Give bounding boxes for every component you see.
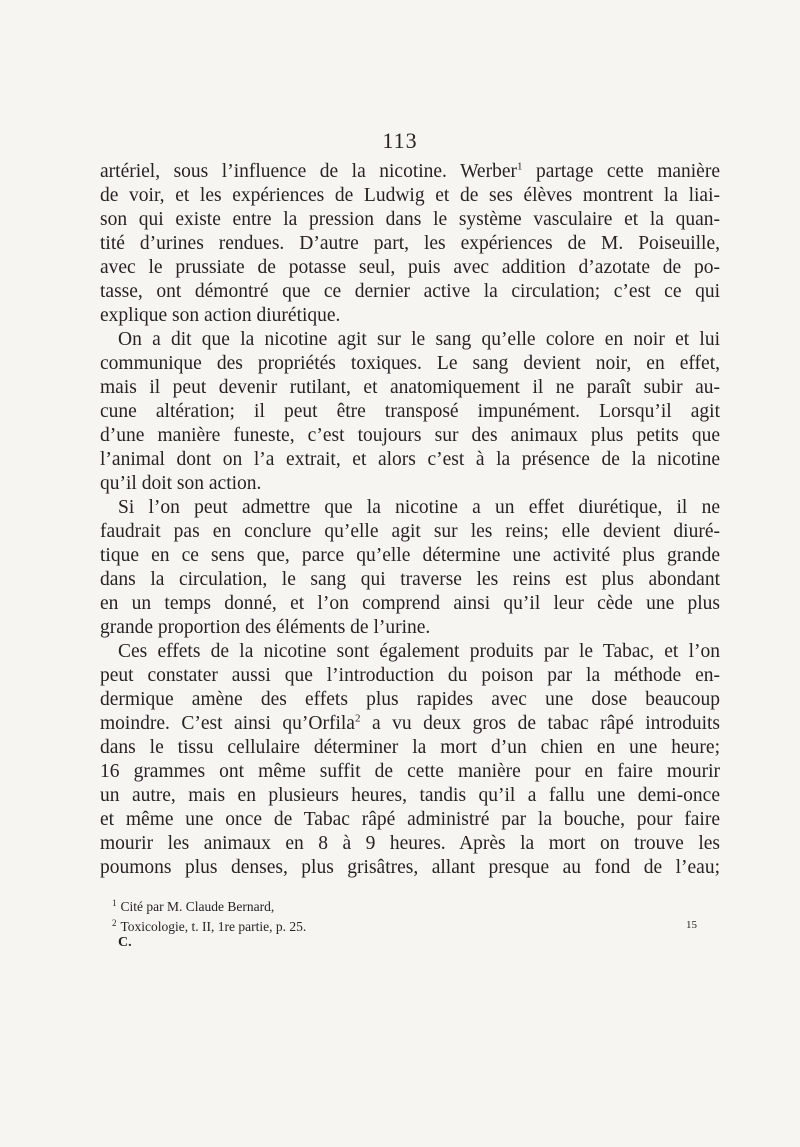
body-text [100, 160, 720, 880]
footnotes [112, 897, 672, 937]
text-line: tité d’urines rendues. D’autre part, les expériences de M. Poiseuille, [100, 233, 720, 254]
footnote [112, 917, 672, 937]
text-line: l’animal dont on l’a extrait, et alors c’est à la présence de la nicotine [100, 449, 720, 470]
text-line: avec le prussiate de potasse seul, puis avec addition d’azotate de po- [100, 257, 720, 278]
footnote-mark: 2 [112, 917, 117, 928]
page-number: 113 [382, 128, 418, 153]
footnote [112, 897, 672, 917]
text-line: tique en ce sens que, parce qu’elle détermine une activité plus grande [100, 545, 720, 566]
text-line: moindre. C’est ainsi qu’Orfila$^2$ a vu deux gros de tabac râpé introduits [100, 712, 720, 734]
text-line: son qui existe entre la pression dans le système vasculaire et la quan- [100, 209, 720, 230]
text-line: communique des propriétés toxiques. Le sang devient noir, en effet, [100, 353, 720, 374]
text-line: de voir, et les expériences de Ludwig et de ses élèves montrent la liai- [100, 185, 720, 206]
text-line: peut constater aussi que l’introduction du poison par la méthode en- [100, 665, 720, 686]
text-line: dans le tissu cellulaire déterminer la mort d’un chien en une heure; [100, 737, 720, 758]
paragraph [100, 496, 720, 640]
footnote-text: Toxicologie, t. II, 1re partie, p. 25. [120, 919, 307, 934]
paragraph [100, 160, 720, 328]
text-line: poumons plus denses, plus grisâtres, allant presque au fond de l’eau; [100, 857, 720, 878]
text-line: artériel, sous l’influence de la nicotine. Werber$^1$ partage cette manière [100, 160, 720, 182]
paragraph [100, 328, 720, 496]
text-line: grande proportion des éléments de l’urine. [100, 617, 431, 638]
sheet-number: 15 [686, 919, 697, 931]
text-line: un autre, mais en plusieurs heures, tandis qu’il a fallu une demi-once [100, 785, 720, 806]
footnote-text: Cité par M. Claude Bernard, [120, 899, 275, 914]
text-line: Si l’on peut admettre que la nicotine a un effet diurétique, il ne [118, 497, 720, 518]
footnote-ref: 2 [354, 712, 361, 725]
text-line: mourir les animaux en 8 à 9 heures. Après la mort on trouve les [100, 833, 720, 854]
text-line: et même une once de Tabac râpé administré par la bouche, pour faire [100, 809, 720, 830]
paragraph [100, 640, 720, 880]
text-line: en un temps donné, et l’on comprend ainsi qu’il leur cède une plus [100, 593, 720, 614]
text-line: explique son action diurétique. [100, 305, 341, 326]
footnote-ref: 1 [516, 160, 523, 173]
text-line: On a dit que la nicotine agit sur le sang qu’elle colore en noir et lui [118, 329, 720, 350]
text-line: mais il peut devenir rutilant, et anatomiquement il ne paraît subir au- [100, 377, 720, 398]
text-line: d’une manière funeste, c’est toujours sur des animaux plus petits que [100, 425, 720, 446]
footnote-mark: 1 [112, 897, 117, 908]
text-line: faudrait pas en conclure qu’elle agit sur les reins; elle devient diuré- [100, 521, 720, 542]
text-line: cune altération; il peut être transposé impunément. Lorsqu’il agit [100, 401, 720, 422]
text-line: qu’il doit son action. [100, 473, 262, 494]
signature-mark: C. [118, 935, 132, 950]
text-line: dans la circulation, le sang qui traverse les reins est plus abondant [100, 569, 720, 590]
text-line: dermique amène des effets plus rapides avec une dose beaucoup [100, 689, 720, 710]
text-line: Ces effets de la nicotine sont également produits par le Tabac, et l’on [118, 641, 720, 662]
text-line: 16 grammes ont même suffit de cette manière pour en faire mourir [100, 761, 720, 782]
text-line: tasse, ont démontré que ce dernier active la circulation; c’est ce qui [100, 281, 720, 302]
